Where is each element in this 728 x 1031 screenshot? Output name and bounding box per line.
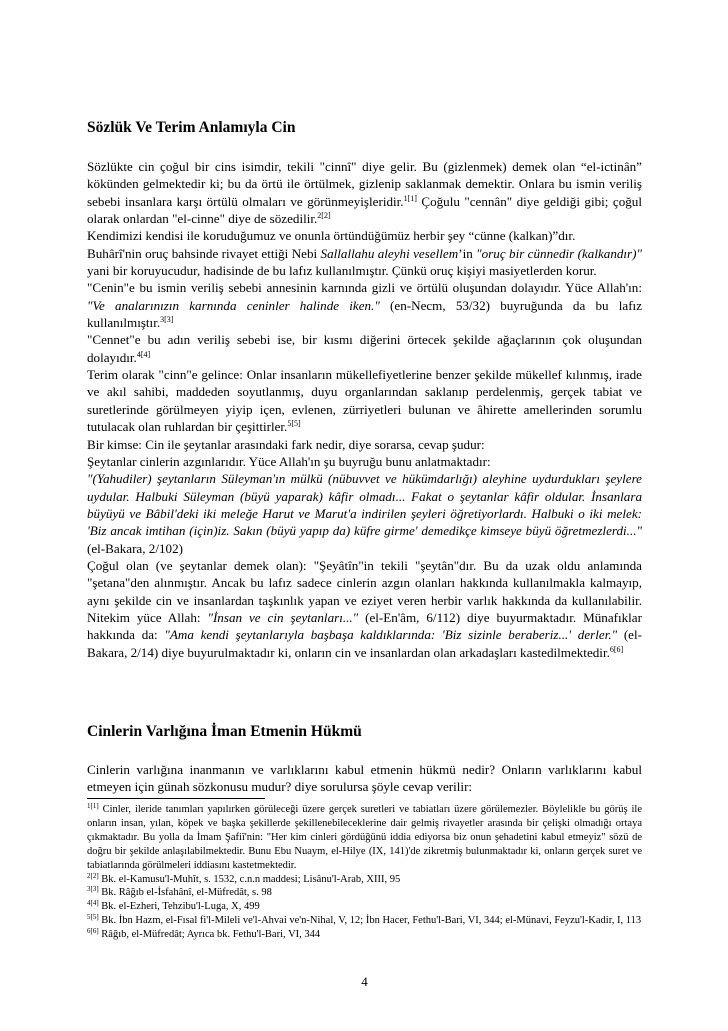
footnote — [87, 914, 642, 928]
paragraph-text: "Cennet"e bu adın veriliş sebebi ise, bir kısmı diğerini örtecek şekilde ağaçlarının çok oluşundan dolayıdır. — [87, 332, 642, 365]
paragraph — [87, 470, 642, 557]
paragraph-text: "Cenin"e bu ismin veriliş sebebi annesinin karnında gizli ve örtülü oluşundan dolayıdır. Yüce Allah'ın: — [87, 280, 642, 296]
footnote-ref[interactable]: 2[2] — [317, 211, 331, 221]
footnote — [87, 873, 642, 887]
footnote-number: 5[5] — [87, 913, 99, 922]
footnote-ref[interactable]: 4[4] — [136, 349, 151, 359]
italic-text: "Ve analarınızın karnında ceninler halinde iken." — [87, 297, 380, 313]
page-number: 4 — [361, 974, 368, 989]
italic-text: "oruç bir cünnedir (kalkandır)" — [476, 245, 643, 261]
footnote-ref[interactable]: 1[1] — [403, 193, 417, 203]
paragraph-text: Çoğul olan (ve şeytanlar demek olan): "Şeyâtîn"in tekili "şeytân"dır. Bu da uzak oldu anlamında "şetana"den alınmıştır. Ancak bu lafız sadece cinlerin azgın olanları hakkında kullanılmakla kalmayıp, aynı şekilde cin ve insanlardan taşkınlık yapan ve eziyet veren herbir varlık hakkında da kullanılabilir. Nitekim yüce Allah: — [87, 557, 642, 625]
footnote — [87, 928, 642, 942]
section-title: Sözlük Ve Terim Anlamıyla Cin — [87, 119, 296, 136]
footnote-number: 6[6] — [87, 927, 99, 936]
footnote-number: 2[2] — [87, 871, 99, 880]
paragraph — [87, 158, 642, 227]
footnote-text: Cinler, ileride tanımları yapılırken görüleceği üzere gerçek suretleri ve tabiatları üzere görülemezler. Böylelikle bu görüş ile onların insan, yılan, köpek ve başka şekillerde şekillenebileceklerine dair gelmiş rivayetler arasında bir çelişki olmadığı ortaya çıkmaktadır. Bu yolla da İmam Şafiî'nin: "Her kim cinleri gördüğünü iddia ediyorsa biz onun şehadetini kabul etmeyiz" sözü de doğru bir şekilde anlaşılabilmektedir. Bunu Ebu Nuaym, el-Hilye (IX, 141)'de zikretmiş bulunmaktadır ki, onların gerçek suret ve tabiatlarında görülmeleri iddiasını kastetmektedir. — [87, 804, 642, 871]
paragraph: Şeytanlar cinlerin azgınlarıdır. Yüce Allah'ın şu buyruğu bunu anlatmaktadır: — [87, 453, 491, 469]
paragraph: Kendimizi kendisi ile koruduğumuz ve onunla örtündüğümüz herbir şey “cünne (kalkan)”dır. — [87, 228, 576, 244]
footnote-text: Bk. el-Ezheri, Tehzibu'l-Luga, X, 499 — [98, 901, 260, 913]
footnote-text: Râğıb, el-Müfredât; Ayrıca bk. Fethu'l-Bari, VI, 344 — [98, 929, 321, 941]
section-body — [87, 158, 642, 661]
paragraph — [87, 245, 642, 280]
footnote-number: 3[3] — [87, 885, 99, 894]
paragraph-text: Terim olarak "cinn"e gelince: Onlar insanların mükellefiyetlerine benzer şekilde mükellef kılınmış, irade ve akıl sahibi, maddeden soyutlanmış, duyu organlarından saklanıp perdelenmiş, gerçek tabiat ve suretlerinde görülmeyen yiyip içen, evlenen, zürriyetleri bulunan ve âhirette amellerinden sorumlu tutulacak olan ruhlardan bir çeşittirler. — [87, 367, 642, 435]
italic-text: "İnsan ve cin şeytanları..." — [207, 609, 359, 625]
footnote-ref[interactable]: 5[5] — [287, 419, 301, 429]
paragraph-text: (el-Bakara, 2/102) — [87, 540, 183, 556]
paragraph-text: (en-Necm, 53/32) buyruğunda da bu lafız kullanılmıştır. — [87, 297, 643, 331]
footnote-number: 4[4] — [87, 899, 99, 908]
italic-text: Sallallahu aleyhi vesellem — [320, 245, 459, 261]
footnote-text: Bk. el-Kamusu'l-Muhît, s. 1532, c.n.n maddesi; Lisânu'l-Arab, XIII, 95 — [98, 873, 401, 885]
paragraph — [87, 366, 642, 435]
footnotes — [87, 803, 642, 942]
footnote — [87, 900, 642, 914]
paragraph: Cinlerin varlığına inanmanın ve varlıklarını kabul etmenin hükmü nedir? Onların varlıklarını kabul etmeyen için günah sözkonusu mudur? diye sorulursa şöyle cevap verilir: — [87, 762, 642, 795]
paragraph-text: (el-Bakara, 2/14) diye buyurulmaktadır ki, onların cin ve insanlardan olan arkadaşları kastedilmektedir. — [87, 627, 642, 660]
footnote-text: Bk. Râğıb el-İsfahânî, el-Müfredât, s. 98 — [98, 887, 272, 899]
paragraph-text: Çoğulu "cennân" diye geldiği gibi; çoğul olarak onlardan "el-cinne" diye de sözedilir. — [87, 193, 642, 227]
footnote-text: Bk. İbn Hazm, el-Fısal fi'l-Mileli ve'l-Ahvai ve'n-Nihal, V, 12; İbn Hacer, Fethu'l-Bari, VI, 344; el-Münavi, Feyzu'l-Kadir, I, 113 — [98, 915, 642, 927]
paragraph — [87, 557, 642, 661]
italic-text: "Ama kendi şeytanlarıyla başbaşa kaldıklarında: 'Biz sizinle beraberiz...' derler." — [164, 627, 618, 643]
paragraph — [87, 279, 642, 331]
paragraph-text: ’in — [458, 245, 477, 261]
paragraph-text: (el-En'âm, 6/112) diye buyurmaktadır. Münafıklar hakkında da: — [87, 609, 642, 643]
paragraph: Bir kimse: Cin ile şeytanlar arasındaki fark nedir, diye sorarsa, cevap şudur: — [87, 436, 485, 452]
footnote — [87, 803, 642, 873]
footnote-number: 1[1] — [87, 802, 99, 810]
italic-text: "(Yahudiler) şeytanların Süleyman'ın mülkü (nübuvvet ve hükümdarlığı) aleyhine uydurdukları şeylere uydular. Halbuki Süleyman (büyü yaparak) kâfir olmadı... Fakat o şeytanlar kâfir oldular. İnsanlara büyüyü ve Bâbil'deki iki meleğe Harut ve Marut'a indirilen şeyleri öğretiyorlardı. Halbuki o iki melek: 'Biz ancak imtihan (için)iz. Sakın (büyü yapıp da) küfre girme' demedikçe kimseye büyü öğretmezlerdi..." — [87, 471, 642, 539]
paragraph-text: yani bir koruyucudur, hadisinde de bu lafız kullanılmıştır. Çünkü oruç kişiyi masiyetlerden korur. — [87, 263, 597, 279]
footnote-divider — [87, 798, 265, 799]
paragraph-text: Sözlükte cin çoğul bir cins isimdir, tekili "cinnî" diye gelir. Bu (gizlenmek) demek olan “el-ictinân” kökünden gelmektedir ki; bu da örtü ile örtülmek, gizlenip saklanmak demektir. Onlara bu ismin veriliş sebebi insanlara karşı örtülü olmaları ve görünmeyişleridir. — [87, 159, 642, 209]
footnote-ref[interactable]: 3[3] — [160, 315, 174, 325]
section-body — [87, 761, 642, 796]
footnote-ref[interactable]: 6[6] — [609, 644, 624, 654]
paragraph — [87, 331, 642, 366]
paragraph-text: Buhârî'nin oruç bahsinde rivayet ettiği Nebi — [87, 245, 321, 261]
footnote — [87, 886, 642, 900]
section-title: Cinlerin Varlığına İman Etmenin Hükmü — [87, 723, 362, 740]
